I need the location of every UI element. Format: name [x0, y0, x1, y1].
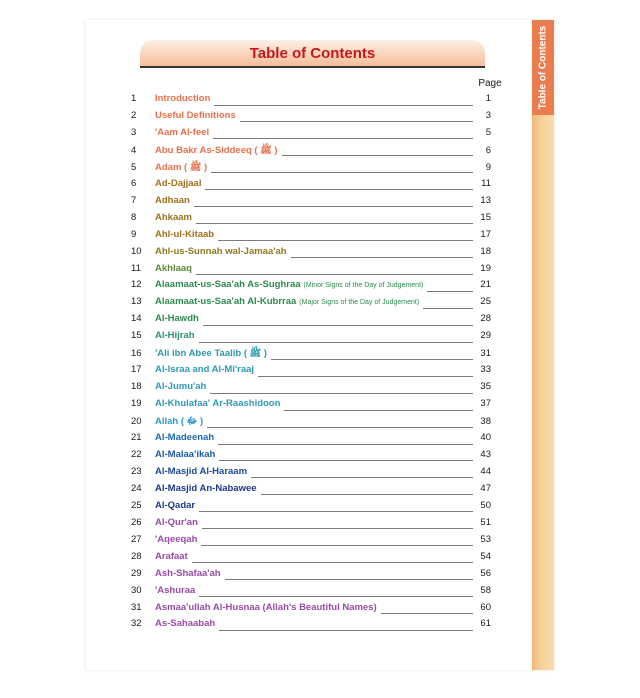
toc-entry[interactable] [131, 144, 491, 160]
entry-number: 13 [131, 296, 142, 308]
entry-page-number: 47 [480, 482, 491, 494]
entry-title-text: Arafaat [155, 550, 188, 562]
toc-entry[interactable] [131, 161, 491, 177]
entry-title-text: Al-Madeenah [155, 432, 215, 443]
leader-line [205, 181, 473, 190]
entry-number: 16 [131, 348, 142, 360]
entry-page-number: 44 [480, 465, 491, 477]
entry-title[interactable] [155, 432, 214, 443]
entry-page-number: 25 [480, 296, 491, 308]
toc-entry[interactable] [131, 500, 491, 516]
leader-line [427, 283, 473, 292]
entry-title-text: Alaamaat-us-Saa'ah Al-Kubrraa [155, 296, 297, 308]
entry-page-number: 21 [480, 279, 491, 291]
leader-line [210, 385, 473, 394]
entry-title-text: Al-Qur'an [155, 516, 198, 528]
leader-line [192, 554, 473, 563]
leader-line [201, 537, 473, 546]
entry-title[interactable] [155, 585, 195, 596]
leader-line [271, 351, 473, 360]
entry-title[interactable] [155, 246, 287, 257]
entry-title-text: Al-Jumu'ah [155, 381, 207, 393]
entry-number: 24 [131, 482, 142, 494]
entry-page-number: 3 [485, 109, 491, 121]
entry-page-number: 51 [480, 516, 491, 528]
entry-note: (Major Signs of the Day of Judgement) [299, 299, 420, 307]
toc-entry[interactable] [131, 398, 491, 414]
entry-page-number: 9 [485, 161, 491, 173]
entry-page-number: 19 [480, 262, 491, 274]
entry-title[interactable] [155, 279, 423, 290]
leader-line [199, 334, 473, 343]
entry-title[interactable] [155, 178, 201, 189]
entry-title-text: Allah ( ﷻ ) [155, 416, 204, 428]
leader-line [291, 249, 473, 258]
entry-title-text: Ahkaam [155, 211, 192, 223]
leader-line [284, 402, 473, 411]
toc-entry[interactable] [131, 585, 491, 601]
entry-page-number: 60 [480, 601, 491, 613]
entry-number: 7 [131, 194, 137, 206]
toc-entry[interactable] [131, 534, 491, 550]
entry-title[interactable] [155, 568, 221, 579]
entry-note: (Minor Signs of the Day of Judgement) [303, 282, 424, 290]
toc-entry[interactable] [131, 568, 491, 584]
leader-line [196, 215, 473, 224]
entry-page-number: 53 [480, 533, 491, 545]
entry-page-number: 33 [480, 364, 491, 376]
entry-title-text: Al-Malaa'ikah [155, 448, 216, 460]
entry-number: 8 [131, 211, 137, 223]
leader-line [219, 622, 473, 631]
entry-title-text: Al-Israa and Al-Mi'raaj [155, 364, 255, 376]
leader-line [423, 300, 473, 309]
toc-entry[interactable] [131, 364, 491, 380]
entry-page-number: 56 [480, 567, 491, 579]
entry-title-text: Al-Masjid Al-Haraam [155, 465, 248, 477]
entry-page-number: 6 [485, 144, 491, 156]
entry-page-number: 37 [480, 398, 491, 410]
entry-title-text: 'Ali ibn Abee Taalib ( ﷺ ) [155, 348, 267, 360]
entry-title-text: 'Aqeeqah [155, 533, 198, 545]
leader-line [214, 97, 473, 106]
entry-title-text: Adhaan [155, 194, 190, 206]
entry-page-number: 58 [480, 584, 491, 596]
entry-number: 10 [131, 245, 142, 257]
entry-number: 6 [131, 177, 137, 189]
page-title: Table of Contents [249, 44, 376, 62]
leader-line [202, 520, 473, 529]
toc-entry[interactable] [131, 618, 491, 634]
entry-page-number: 35 [480, 381, 491, 393]
entry-number: 30 [131, 584, 142, 596]
entry-title[interactable] [155, 330, 195, 341]
entry-page-number: 54 [480, 550, 491, 562]
leader-line [218, 436, 473, 445]
entry-number: 1 [131, 93, 137, 104]
entry-page-number: 29 [480, 330, 491, 342]
entry-page-number: 1 [485, 93, 491, 104]
toc-entry[interactable] [131, 279, 491, 295]
entry-number: 26 [131, 516, 142, 528]
leader-line [207, 419, 473, 428]
toc-entry[interactable] [131, 330, 491, 346]
entry-page-number: 13 [480, 194, 491, 206]
entry-title-text: Akhlaaq [155, 262, 192, 274]
entry-number: 14 [131, 313, 142, 325]
leader-line [199, 503, 473, 512]
toc-entry[interactable] [131, 551, 491, 567]
leader-line [381, 605, 473, 614]
entry-title[interactable] [155, 195, 190, 206]
entry-number: 11 [131, 262, 141, 274]
entry-title[interactable] [155, 127, 209, 138]
entry-page-number: 5 [485, 126, 491, 138]
toc-entry[interactable] [131, 602, 491, 618]
entry-page-number: 38 [480, 416, 491, 428]
toc-entry[interactable] [131, 229, 491, 245]
leader-line [240, 113, 473, 122]
entry-title-text: Ahl-us-Sunnah wal-Jamaa'ah [155, 245, 287, 257]
entry-number: 21 [131, 432, 142, 443]
entry-title-text: Useful Definitions [155, 109, 236, 121]
entry-number: 18 [131, 381, 142, 393]
entry-number: 2 [131, 109, 137, 121]
entry-title[interactable] [155, 618, 215, 629]
toc-entry[interactable] [131, 246, 491, 262]
leader-line [203, 317, 473, 326]
entry-title[interactable] [155, 602, 377, 613]
entry-page-number: 11 [481, 177, 491, 189]
entry-number: 31 [131, 601, 142, 613]
entry-title-text: Abu Bakr As-Siddeeq ( ﷺ ) [155, 144, 278, 156]
toc-entry[interactable] [131, 313, 491, 329]
leader-line [251, 469, 473, 478]
entry-page-number: 61 [480, 618, 491, 630]
entry-number: 4 [131, 144, 137, 156]
entry-title[interactable] [155, 296, 419, 307]
entry-number: 22 [131, 448, 142, 460]
toc-entry[interactable] [131, 415, 491, 431]
entry-number: 28 [131, 550, 142, 562]
entry-page-number: 17 [480, 228, 491, 240]
entry-title[interactable] [155, 229, 214, 240]
entry-title[interactable] [155, 534, 197, 545]
page-column-header: Page [478, 78, 502, 89]
entry-page-number: 31 [480, 348, 491, 360]
toc-entry[interactable] [131, 127, 491, 143]
toc-entry[interactable] [131, 381, 491, 397]
entry-title[interactable] [155, 161, 207, 175]
leader-line [218, 232, 473, 241]
entry-title-text: Asmaa'ullah Al-Husnaa (Allah's Beautiful Names) [155, 601, 377, 613]
entry-number: 29 [131, 567, 142, 579]
entry-title-text: Ahl-ul-Kitaab [155, 228, 215, 240]
toc-entry[interactable] [131, 517, 491, 533]
entry-title[interactable] [155, 347, 267, 361]
entry-title[interactable] [155, 449, 215, 460]
entry-number: 20 [131, 416, 142, 428]
leader-line [196, 266, 473, 275]
entry-number: 9 [131, 228, 137, 240]
toc-entry[interactable] [131, 195, 491, 211]
leader-line [282, 147, 473, 156]
entry-page-number: 15 [480, 211, 491, 223]
entry-number: 19 [131, 398, 142, 410]
entry-title[interactable] [155, 313, 199, 324]
entry-page-number: 43 [480, 448, 491, 460]
entry-title-text: 'Aam Al-feel [155, 126, 210, 138]
entry-title[interactable] [155, 551, 188, 562]
entry-title[interactable] [155, 110, 236, 121]
entry-title-text: Introduction [155, 93, 211, 104]
leader-line [219, 452, 473, 461]
toc-entry[interactable] [131, 296, 491, 312]
entry-title[interactable] [155, 93, 210, 104]
toc-entry[interactable] [131, 212, 491, 228]
entry-number: 17 [131, 364, 142, 376]
entry-title[interactable] [155, 483, 257, 494]
entry-number: 23 [131, 465, 142, 477]
leader-line [225, 571, 473, 580]
entry-number: 25 [131, 499, 142, 511]
entry-number: 32 [131, 618, 142, 630]
entry-title[interactable] [155, 398, 280, 409]
toc-entry[interactable] [131, 110, 491, 126]
toc-entry[interactable] [131, 466, 491, 482]
toc-entry[interactable] [131, 178, 491, 194]
leader-line [213, 130, 473, 139]
leader-line [211, 164, 473, 173]
leader-line [258, 368, 473, 377]
side-tab-label: Table of Contents [537, 25, 549, 110]
entry-title-text: Ash-Shafaa'ah [155, 567, 221, 579]
entry-title-text: Alaamaat-us-Saa'ah As-Sughraa [155, 279, 301, 291]
toc-entry[interactable] [131, 449, 491, 465]
entry-title-text: As-Sahaabah [155, 618, 216, 630]
entry-title[interactable] [155, 212, 192, 223]
entry-title[interactable] [155, 364, 254, 375]
leader-line [199, 588, 473, 597]
entry-page-number: 50 [480, 499, 491, 511]
entry-title-text: Al-Masjid An-Nabawee [155, 482, 257, 494]
toc-entry[interactable] [131, 432, 491, 448]
entry-number: 12 [131, 279, 142, 291]
entry-title-text: Al-Qadar [155, 499, 196, 511]
entry-title[interactable] [155, 466, 247, 477]
entry-number: 15 [131, 330, 142, 342]
leader-line [194, 198, 473, 207]
entry-title[interactable] [155, 500, 195, 511]
entry-page-number: 40 [480, 432, 491, 443]
entry-title[interactable] [155, 263, 192, 274]
entry-title[interactable] [155, 517, 198, 528]
toc-entry[interactable] [131, 263, 491, 279]
entry-number: 27 [131, 533, 142, 545]
entry-page-number: 18 [480, 245, 491, 257]
toc-entry[interactable] [131, 483, 491, 499]
entry-title[interactable] [155, 381, 206, 392]
entry-page-number: 28 [480, 313, 491, 325]
entry-title-text: Al-Hijrah [155, 330, 195, 342]
entry-title[interactable] [155, 144, 278, 158]
entry-title[interactable] [155, 415, 203, 429]
entry-title-text: Al-Hawdh [155, 313, 199, 325]
entry-number: 5 [131, 161, 137, 173]
leader-line [261, 486, 473, 495]
entry-number: 3 [131, 126, 137, 138]
toc-entry[interactable] [131, 93, 491, 109]
toc-entry[interactable] [131, 347, 491, 363]
entry-title-text: Adam ( ﷺ ) [155, 161, 208, 173]
entry-title-text: Ad-Dajjaal [155, 177, 202, 189]
entry-title-text: 'Ashuraa [155, 584, 196, 596]
entry-title-text: Al-Khulafaa' Ar-Raashidoon [155, 398, 281, 410]
